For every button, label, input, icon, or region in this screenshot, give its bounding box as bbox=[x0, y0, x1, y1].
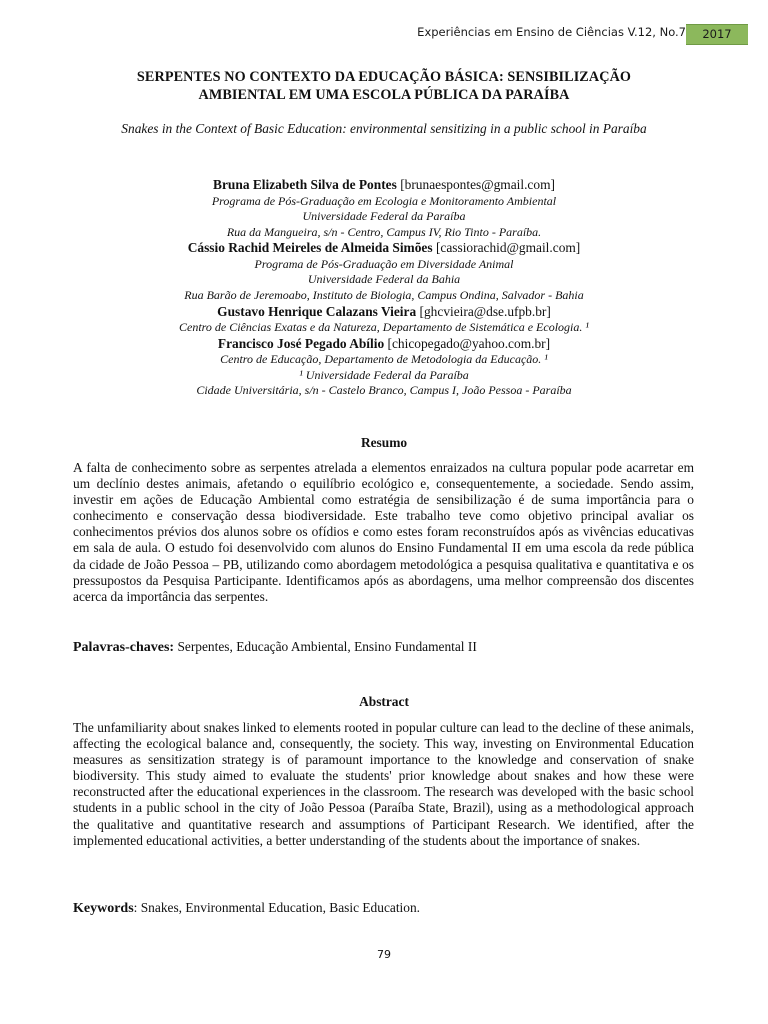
author-name: Francisco José Pegado Abílio bbox=[217, 335, 385, 351]
abstract-heading: Abstract bbox=[359, 694, 409, 709]
affiliation-line: Universidade Federal da Paraíba bbox=[302, 209, 466, 224]
title-line-2: AMBIENTAL EM UMA ESCOLA PÚBLICA DA PARAÍBA bbox=[198, 87, 570, 103]
article-title bbox=[60, 68, 708, 104]
author-name: Bruna Elizabeth Silva de Pontes bbox=[213, 177, 397, 192]
author-email[interactable]: [cassiorachid@gmail.com] bbox=[435, 240, 581, 256]
keywords-values: : Snakes, Environmental Education, Basic Education. bbox=[133, 900, 421, 915]
journal-citation: Experiências em Ensino de Ciências V.12, No.7 bbox=[417, 25, 686, 39]
page-number: 79 bbox=[377, 948, 391, 961]
affiliation-line: Programa de Pós-Graduação em Ecologia e Monitoramento Ambiental bbox=[211, 193, 557, 208]
page-header bbox=[0, 24, 768, 44]
affiliation-line: Rua da Mangueira, s/n - Centro, Campus IV, Rio Tinto - Paraíba. bbox=[226, 224, 542, 239]
affiliation-line: Centro de Ciências Exatas e da Natureza, Departamento de Sistemática e Ecologia. ¹ bbox=[179, 320, 589, 335]
keywords-values: Serpentes, Educação Ambiental, Ensino Fundamental II bbox=[174, 639, 477, 654]
author-3 bbox=[60, 304, 708, 321]
affiliation-line: Programa de Pós-Graduação em Diversidade Animal bbox=[254, 256, 514, 271]
resumo-heading: Resumo bbox=[360, 435, 408, 450]
author-email[interactable]: [brunaespontes@gmail.com] bbox=[400, 177, 555, 192]
title-line-1: SERPENTES NO CONTEXTO DA EDUCAÇÃO BÁSICA: SENSIBILIZAÇÃO bbox=[136, 69, 632, 85]
affiliation-line: Centro de Educação, Departamento de Metodologia da Educação. ¹ bbox=[220, 352, 548, 367]
keywords-label: Palavras-chaves: bbox=[73, 640, 175, 655]
author-email[interactable]: [chicopegado@yahoo.com.br] bbox=[387, 335, 551, 351]
author-email[interactable]: [ghcvieira@dse.ufpb.br] bbox=[419, 303, 551, 319]
affiliation-line: Rua Barão de Jeremoabo, Instituto de Biologia, Campus Ondina, Salvador - Bahia bbox=[184, 287, 584, 302]
resumo-keywords bbox=[73, 639, 477, 656]
affiliation-line: Cidade Universitária, s/n - Castelo Branco, Campus I, João Pessoa - Paraíba bbox=[196, 383, 572, 398]
author-name: Cássio Rachid Meireles de Almeida Simões bbox=[187, 240, 433, 256]
author-4 bbox=[60, 336, 708, 353]
author-name: Gustavo Henrique Calazans Vieira bbox=[217, 303, 417, 319]
abstract-keywords bbox=[73, 900, 420, 917]
article-subtitle: Snakes in the Context of Basic Education: environmental sensitizing in a public school in Paraíba bbox=[121, 121, 647, 136]
year-badge: 2017 bbox=[686, 24, 748, 45]
abstract-text: The unfamiliarity about snakes linked to elements rooted in popular culture can lead to the decline of these animals, affecting the ecological balance and, consequently, the society. This way, investing on Environmental Education measures as sensitization strategy is of paramount importance to the knowledge and conservation of snake biodiversity. This study aimed to evaluate the students' prior knowledge about snakes and how these were reconstructed after the educational experiences in the classroom. The research was developed with the basic school students in a public school in the city of João Pessoa (Paraíba State, Brazil), using as a methodological approach the qualitative and quantitative research and assumptions of Participant Research. We identified, after the implemented educational activities, a better understanding of the students about the importance of snakes. bbox=[73, 720, 694, 848]
resumo-text: A falta de conhecimento sobre as serpentes atrelada a elementos enraizados na cultura popular pode acarretar em um declínio destes animais, afetando o equilíbrio ecológico e, consequentemente, a sociedade. Sendo assim, investir em ações de Educação Ambiental como estratégia de sensibilização é de suma importância para o conhecimento e conservação dessa biodiversidade. Este trabalho teve como objetivo principal avaliar os conhecimentos prévios dos alunos sobre os ofídios e como estes foram reconstruídos após as vivências educativas em sala de aula. O estudo foi desenvolvido com alunos do Ensino Fundamental II em uma escola da rede pública da cidade de João Pessoa – PB, utilizando como abordagem metodológica a pesquisa qualitativa e quantitativa e os pressupostos da Pesquisa Participante. Identificamos após as abordagens, uma melhor compreensão dos discentes acerca da importância das serpentes. bbox=[73, 460, 694, 604]
affiliation-line: Universidade Federal da Bahia bbox=[307, 272, 461, 287]
author-1 bbox=[60, 177, 708, 194]
affiliation-line: ¹ Universidade Federal da Paraíba bbox=[299, 367, 469, 382]
keywords-label: Keywords bbox=[73, 901, 134, 916]
author-2 bbox=[60, 240, 708, 257]
author-block bbox=[60, 177, 708, 399]
